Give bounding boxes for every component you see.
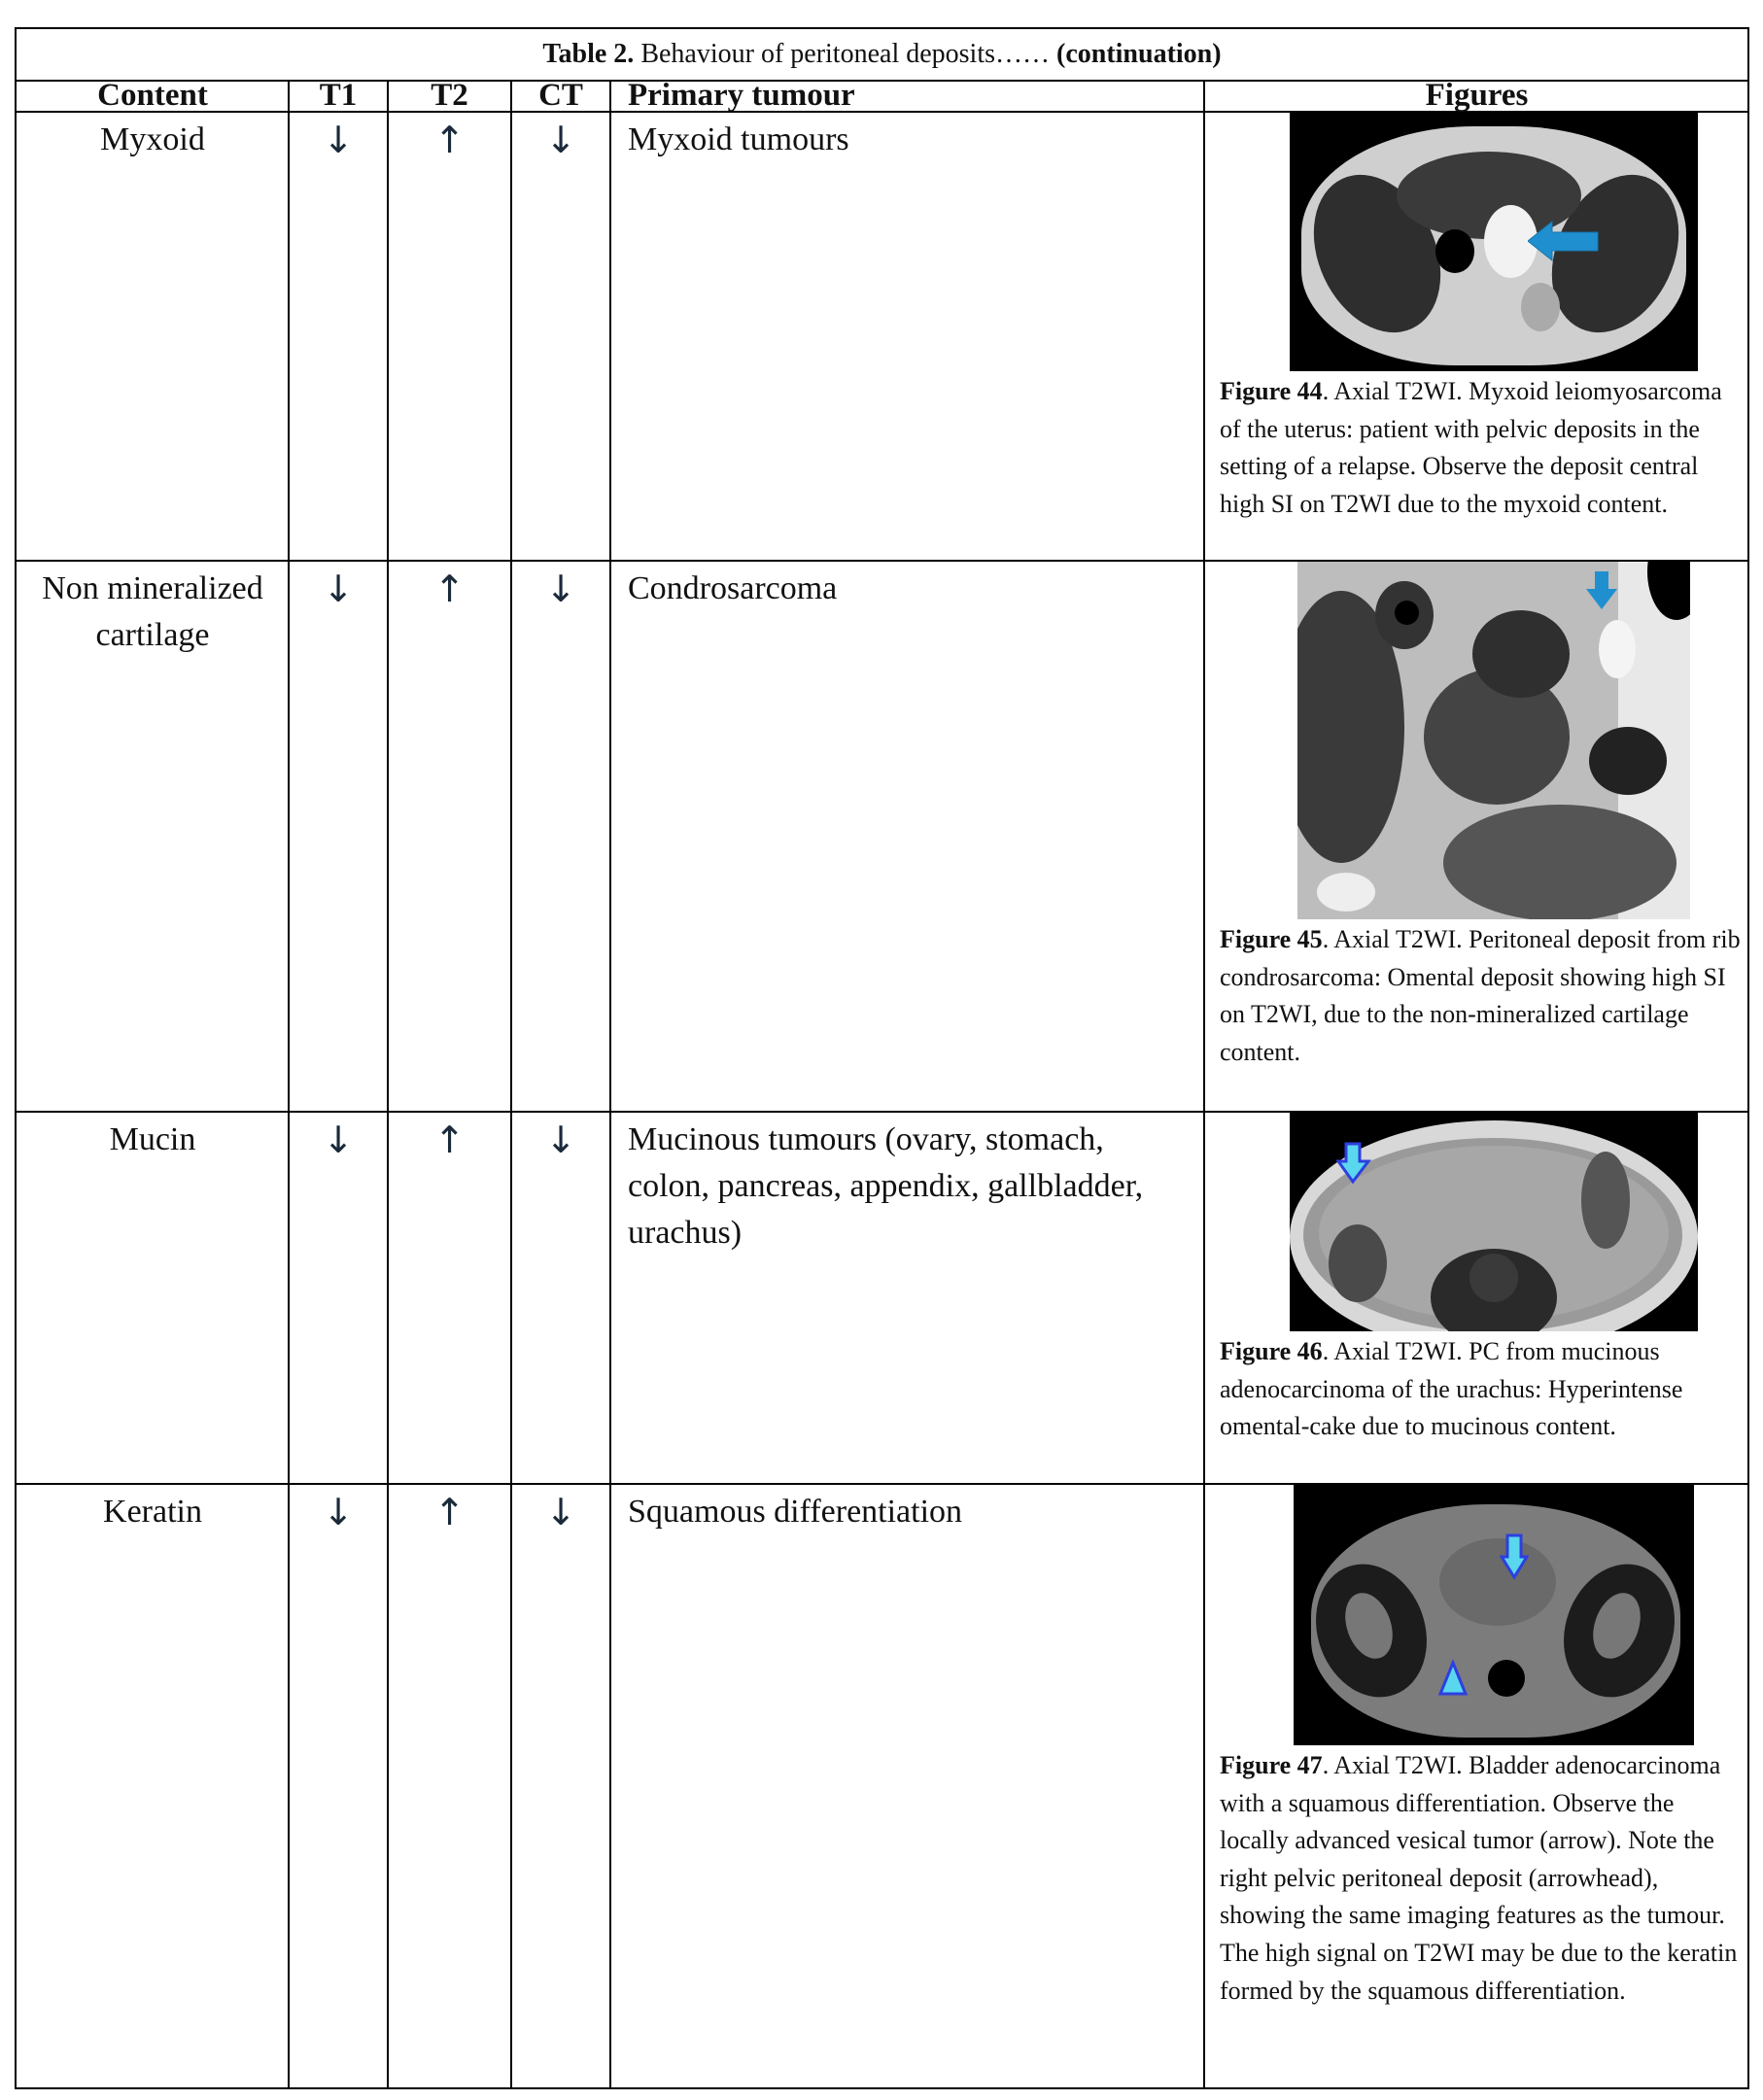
t1-down-arrow-icon: ↓ <box>323 119 354 161</box>
header-t2: T2 <box>431 78 468 113</box>
figure-cell <box>1204 562 1749 1111</box>
figure-47-mri-image <box>1294 1485 1694 1745</box>
figure-45-caption <box>1220 921 1742 1071</box>
t2-up-arrow-icon: ↑ <box>433 1491 466 1533</box>
content-cell: Mucin <box>109 1121 196 1157</box>
figure-caption-text: . Axial T2WI. Peritoneal deposit from rib condrosarcoma: Omental deposit showing high SI on T2WI, due to the non-mineralized cartilage content. <box>1220 925 1741 1066</box>
figure-cell <box>1204 113 1749 560</box>
header-figures: Figures <box>1425 78 1529 113</box>
ct-down-arrow-icon: ↓ <box>545 568 576 610</box>
table-row-keratin <box>17 1485 1747 2089</box>
primary-tumour-cell: Mucinous tumours (ovary, stomach, colon, pancreas, appendix, gallbladder, urachus) <box>628 1121 1144 1251</box>
table-title-suffix: (continuation) <box>1056 39 1222 69</box>
primary-tumour-cell: Myxoid tumours <box>628 121 849 157</box>
figure-47-caption <box>1220 1747 1742 2010</box>
figure-label: Figure 46 <box>1220 1337 1323 1365</box>
t1-down-arrow-icon: ↓ <box>323 568 354 610</box>
ct-down-arrow-icon: ↓ <box>545 119 576 161</box>
primary-tumour-cell: Condrosarcoma <box>628 570 838 606</box>
figure-45-mri-image <box>1297 562 1690 919</box>
figure-caption-text: . Axial T2WI. PC from mucinous adenocarcinoma of the urachus: Hyperintense omental-cake due to mucinous content. <box>1220 1337 1683 1441</box>
figure-caption-text: . Axial T2WI. Myxoid leiomyosarcoma of the uterus: patient with pelvic deposits in the setting of a relapse. Observe the deposit central high SI on T2WI due to the myxoid content. <box>1220 377 1722 518</box>
header-primary-tumour: Primary tumour <box>628 78 855 113</box>
figure-44-mri-image <box>1290 113 1698 371</box>
figure-label: Figure 45 <box>1220 925 1323 953</box>
figure-label: Figure 44 <box>1220 377 1323 405</box>
header-row <box>17 80 1747 113</box>
t2-up-arrow-icon: ↑ <box>433 119 466 161</box>
figure-46-mri-image <box>1290 1113 1698 1331</box>
t1-down-arrow-icon: ↓ <box>323 1119 354 1161</box>
t2-up-arrow-icon: ↑ <box>433 568 466 610</box>
primary-tumour-cell: Squamous differentiation <box>628 1494 963 1530</box>
table-title <box>17 29 1747 82</box>
figure-44-caption <box>1220 373 1742 523</box>
content-cell: Keratin <box>103 1494 202 1530</box>
figure-label: Figure 47 <box>1220 1751 1323 1779</box>
behaviour-table <box>15 27 1749 2089</box>
arrowhead-icon <box>1437 1660 1469 1697</box>
content-cell: Myxoid <box>100 121 205 157</box>
table-title-label: Table 2. <box>542 39 635 69</box>
down-arrow-icon <box>1585 571 1618 610</box>
figure-cell <box>1204 1113 1749 1483</box>
header-content: Content <box>97 78 208 113</box>
figure-cell <box>1204 1485 1749 2087</box>
t1-down-arrow-icon: ↓ <box>323 1491 354 1533</box>
table-row-mucin <box>17 1113 1747 1485</box>
table-row-non-mineralized-cartilage <box>17 562 1747 1113</box>
down-arrow-icon <box>1336 1142 1371 1185</box>
content-cell: Non mineralized cartilage <box>42 570 263 653</box>
table-title-text: Behaviour of peritoneal deposits…… <box>634 39 1056 69</box>
figure-46-caption <box>1220 1333 1742 1446</box>
figure-caption-text: . Axial T2WI. Bladder adenocarcinoma with a squamous differentiation. Observe the locally advanced vesical tumor (arrow). Note the right pelvic peritoneal deposit (arrowhead), showing the same imaging features as the tumour. The high signal on T2WI may be due to the keratin formed by the squamous differentiation. <box>1220 1751 1738 2005</box>
down-arrow-icon <box>1500 1533 1529 1580</box>
header-ct: CT <box>538 78 583 113</box>
t2-up-arrow-icon: ↑ <box>433 1119 466 1161</box>
ct-down-arrow-icon: ↓ <box>545 1491 576 1533</box>
header-t1: T1 <box>319 78 358 113</box>
left-arrow-icon <box>1528 220 1601 263</box>
table-row-myxoid <box>17 113 1747 562</box>
ct-down-arrow-icon: ↓ <box>545 1119 576 1161</box>
